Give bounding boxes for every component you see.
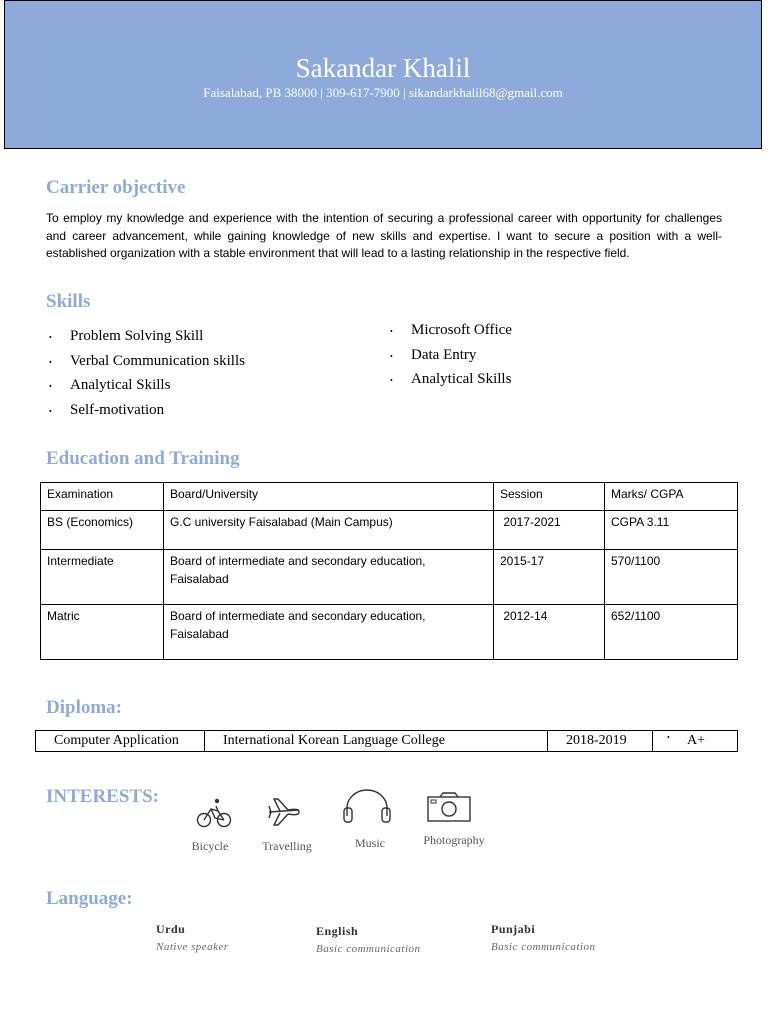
table-header: Board/University (164, 483, 494, 511)
table-row (41, 550, 738, 605)
bullet-icon: • (667, 733, 670, 742)
candidate-name: Sakandar Khalil (295, 53, 471, 83)
table-cell: Board of intermediate and secondary education, Faisalabad (164, 605, 494, 660)
skill-item: • Microsoft Office (387, 322, 512, 347)
language-name: English (316, 924, 359, 938)
resume-header (4, 0, 762, 149)
skill-item: • Analytical Skills (387, 371, 512, 396)
table-header: Marks/ CGPA (605, 483, 738, 511)
objective-heading: Carrier objective (46, 177, 186, 198)
language-heading: Language: (46, 888, 133, 909)
contact-info: Faisalabad, PB 38000 | 309-617-7900 | sikandarkhalil68@gmail.com (203, 85, 563, 100)
language-name: Urdu (156, 922, 186, 936)
diploma-grade: A+ (687, 733, 706, 748)
table-cell: Board of intermediate and secondary education, Faisalabad (164, 550, 494, 605)
education-table (40, 482, 738, 660)
table-cell: 652/1100 (605, 605, 738, 660)
airplane-icon (266, 795, 302, 829)
table-cell: BS (Economics) (41, 511, 164, 550)
table-cell: CGPA 3.11 (605, 511, 738, 550)
interests-heading: INTERESTS: (46, 786, 159, 807)
table-row (41, 511, 738, 550)
table-cell: 2012-14 (494, 605, 605, 660)
diploma-table (35, 730, 738, 752)
objective-text: To employ my knowledge and experience with the intention of securing a professional career with opportunity for challenges and career advancement, while gaining knowledge of new skills and expertise. I want to secure a position with a well-established organization with a stable environment that will lead to a lasting relationship in the respective field. (46, 211, 722, 260)
language-level: Native speaker (156, 941, 229, 953)
skill-item: • Self-motivation (46, 402, 245, 427)
table-row (41, 605, 738, 660)
skill-item: • Data Entry (387, 347, 512, 372)
skills-heading: Skills (46, 291, 91, 312)
diploma-grade-cell (653, 731, 738, 752)
diploma-heading: Diploma: (46, 697, 122, 718)
bicycle-icon (196, 796, 232, 830)
interest-label: Photography (423, 833, 485, 847)
interest-label: Music (355, 836, 385, 850)
table-row (36, 731, 738, 752)
table-cell: G.C university Faisalabad (Main Campus) (164, 511, 494, 550)
education-heading: Education and Training (46, 448, 240, 469)
language-level: Basic communication (316, 943, 421, 955)
table-cell: 2015-17 (494, 550, 605, 605)
interest-label: Bicycle (191, 839, 229, 853)
camera-icon (426, 791, 472, 823)
headphones-icon (342, 788, 392, 826)
skill-item: • Verbal Communication skills (46, 353, 245, 378)
language-name: Punjabi (491, 922, 536, 936)
language-level: Basic communication (491, 941, 596, 953)
table-header-row (41, 483, 738, 511)
table-cell: 2017-2021 (494, 511, 605, 550)
skill-item: • Analytical Skills (46, 377, 245, 402)
interest-label: Travelling (262, 839, 312, 853)
table-cell: Intermediate (41, 550, 164, 605)
diploma-course: Computer Application (36, 731, 205, 752)
skill-item: • Problem Solving Skill (46, 328, 245, 353)
table-cell: 570/1100 (605, 550, 738, 605)
table-header: Examination (41, 483, 164, 511)
skills-list-left (46, 328, 245, 426)
table-cell: Matric (41, 605, 164, 660)
table-header: Session (494, 483, 605, 511)
diploma-institute: International Korean Language College (205, 731, 548, 752)
skills-list-right (387, 322, 512, 396)
diploma-session: 2018-2019 (548, 731, 653, 752)
